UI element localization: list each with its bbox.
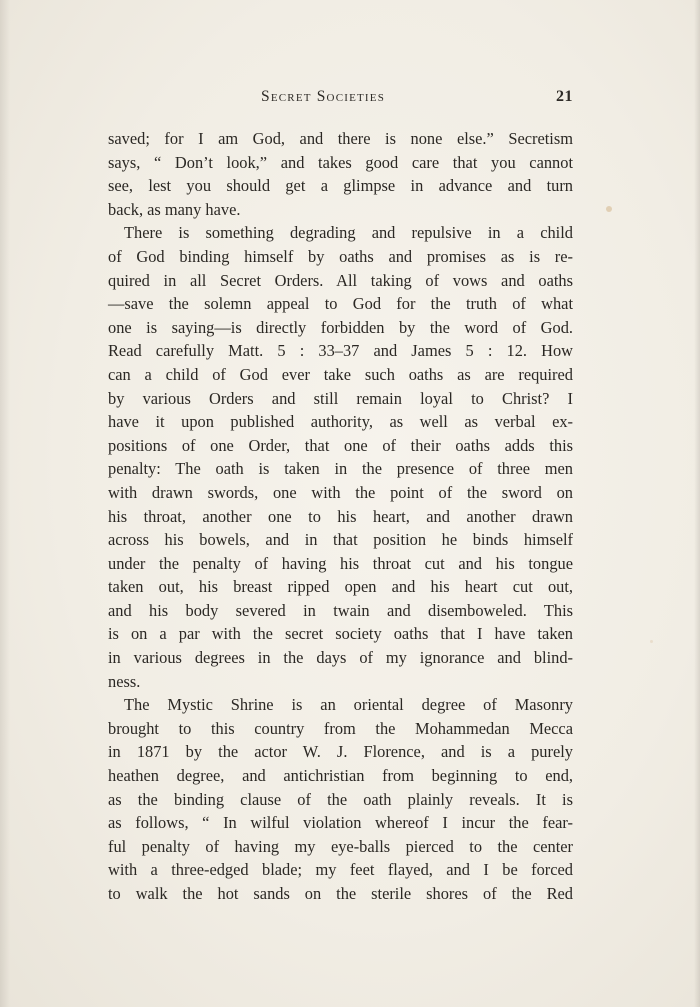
text-line: with a three-edged blade; my feet flayed, and I be forced xyxy=(108,860,573,880)
text-line: and his body severed in twain and disemboweled. This xyxy=(108,600,573,620)
text-line: by various Orders and still remain loyal to Christ? I xyxy=(108,388,573,408)
text-line: ful penalty of having my eye-balls pierced to the center xyxy=(108,836,573,856)
text-line: under the penalty of having his throat cut and his tongue xyxy=(108,553,573,573)
text-line: see, lest you should get a glimpse in advance and turn xyxy=(108,176,573,196)
text-line: brought to this country from the Mohammedan Mecca xyxy=(108,718,573,738)
text-line: of God binding himself by oaths and promises as is re- xyxy=(108,246,573,266)
text-line: as the binding clause of the oath plainly reveals. It is xyxy=(108,789,573,809)
text-line: one is saying—is directly forbidden by the word of God. xyxy=(108,317,573,337)
text-line: Read carefully Matt. 5 : 33–37 and James 5 : 12. How xyxy=(108,341,573,361)
text-line: heathen degree, and antichristian from beginning to end, xyxy=(108,766,573,786)
text-line: his throat, another one to his heart, and another drawn xyxy=(108,506,573,526)
text-line: across his bowels, and in that position he binds himself xyxy=(108,530,573,550)
text-line: saved; for I am God, and there is none else.” Secretism xyxy=(108,129,573,148)
running-header xyxy=(108,88,573,110)
text-line: The Mystic Shrine is an oriental degree of Masonry xyxy=(124,695,573,715)
paper-stain xyxy=(650,640,653,643)
running-title: Secret Societies xyxy=(261,88,386,105)
text-line: in 1871 by the actor W. J. Florence, and is a purely xyxy=(108,742,573,762)
text-line: penalty: The oath is taken in the presence of three men xyxy=(108,459,573,479)
text-line: quired in all Secret Orders. All taking of vows and oaths xyxy=(108,270,573,290)
text-line: as follows, “ In wilful violation whereof I incur the fear- xyxy=(108,813,573,833)
text-line: have it upon published authority, as well as verbal ex- xyxy=(108,412,573,432)
text-line: is on a par with the secret society oaths that I have taken xyxy=(108,624,573,644)
text-line: to walk the hot sands on the sterile shores of the Red xyxy=(108,884,573,903)
text-line: positions of one Order, that one of their oaths adds this xyxy=(108,435,573,455)
text-line: back, as many have. xyxy=(108,199,241,219)
text-line: ness. xyxy=(108,671,141,691)
text-line: taken out, his breast ripped open and his heart cut out, xyxy=(108,577,573,597)
paper-stain xyxy=(606,206,612,212)
text-line: —save the solemn appeal to God for the truth of what xyxy=(108,294,573,314)
text-line: with drawn swords, one with the point of the sword on xyxy=(108,482,573,502)
page-gutter-shadow xyxy=(0,0,10,1007)
text-line: in various degrees in the days of my ignorance and blind- xyxy=(108,648,573,668)
page-number: 21 xyxy=(556,88,573,105)
text-line: can a child of God ever take such oaths as are required xyxy=(108,364,573,384)
body-text xyxy=(108,127,573,906)
text-line: says, “ Don’t look,” and takes good care that you cannot xyxy=(108,152,573,172)
page-edge-shadow xyxy=(694,0,700,1007)
text-line: There is something degrading and repulsive in a child xyxy=(124,223,573,243)
